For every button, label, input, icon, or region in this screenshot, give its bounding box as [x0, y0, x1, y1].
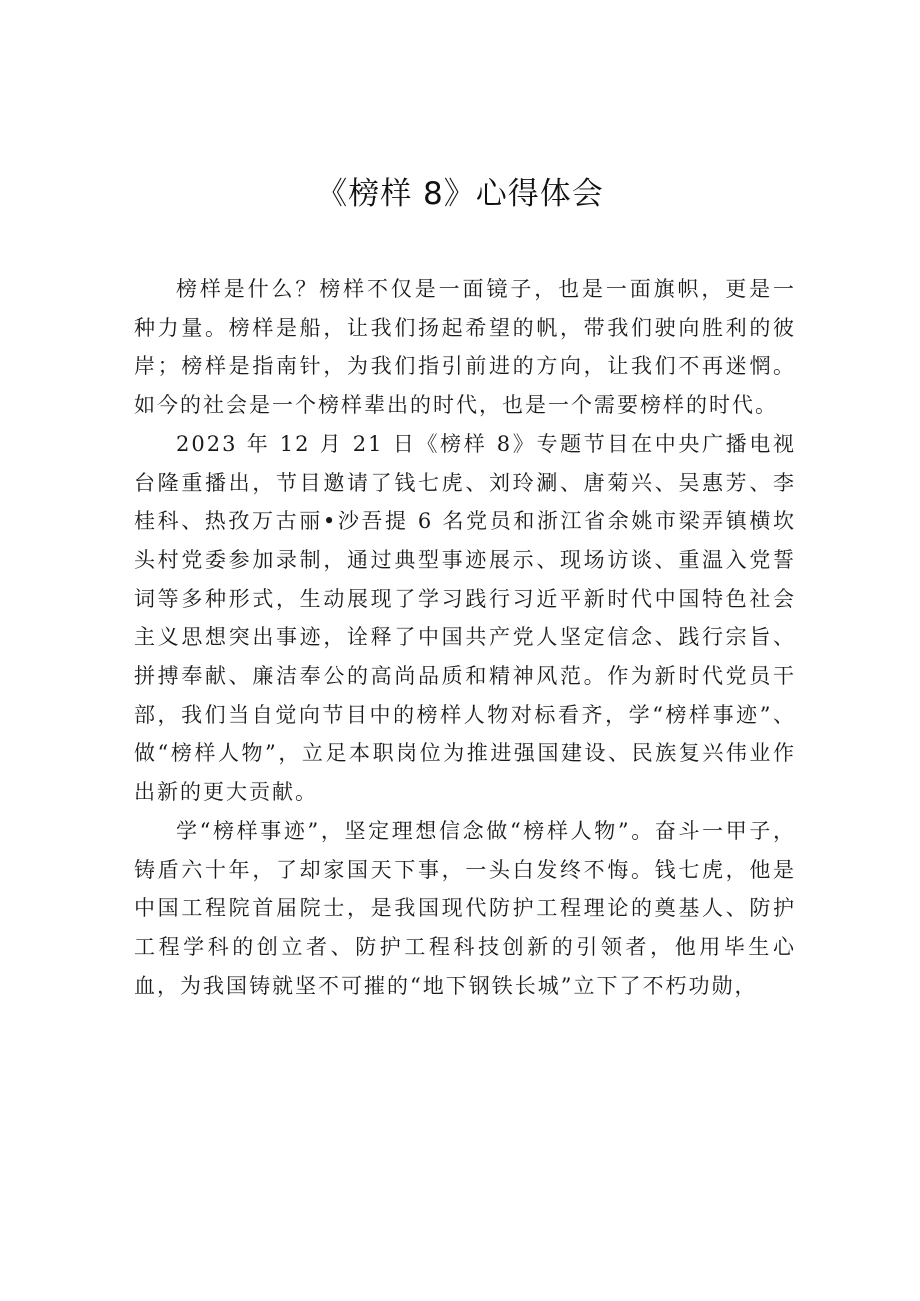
document-title: 《榜样 8》心得体会 [316, 176, 604, 212]
document-body [134, 270, 796, 1005]
paragraph-1: 榜样是什么？榜样不仅是一面镜子，也是一面旗帜，更是一种力量。榜样是船，让我们扬起希望的帆，带我们驶向胜利的彼岸；榜样是指南针，为我们指引前进的方向，让我们不再迷惘。如今的社会是一个榜样辈出的时代，也是一个需要榜样的时代。 [134, 277, 796, 418]
paragraph-2: 2023 年 12 月 21 日《榜样 8》专题节目在中央广播电视台隆重播出，节目邀请了钱七虎、刘玲涮、唐菊兴、吴惠芳、李桂科、热孜万古丽•沙吾提 6 名党员和浙江省余姚市梁弄镇横坎头村党委参加录制，通过典型事迹展示、现场访谈、重温入党誓词等多种形式，生动展现了学习践行习近平新时代中国特色社会主义思想突出事迹，诠释了中国共产党人坚定信念、践行宗旨、拼搏奉献、廉洁奉公的高尚品质和精神风范。作为新时代党员干部，我们当自觉向节目中的榜样人物对标看齐，学“榜样事迹”、做“榜样人物”，立足本职岗位为推进强国建设、民族复兴伟业作出新的更大贡献。 [134, 431, 796, 805]
paragraph-3: 学“榜样事迹”，坚定理想信念做“榜样人物”。奋斗一甲子，铸盾六十年，了却家国天下事，一头白发终不悔。钱七虎，他是中国工程院首届院士，是我国现代防护工程理论的奠基人、防护工程学科的创立者、防护工程科技创新的引领者，他用毕生心血，为我国铸就坚不可摧的“地下钢铁长城”立下了不朽功勋， [134, 818, 796, 998]
